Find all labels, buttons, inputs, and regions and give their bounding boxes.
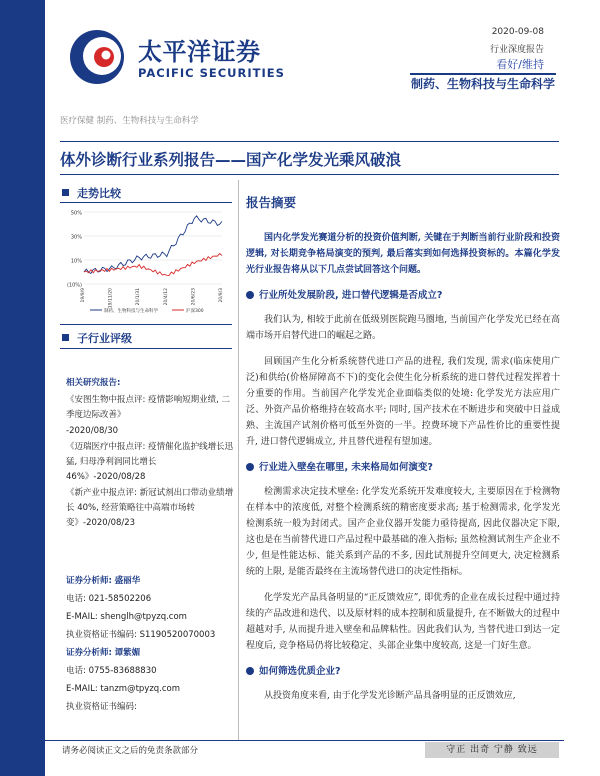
section-2-title: 行业进入壁垒在哪里, 未来格局如何演变?: [246, 460, 560, 476]
related-item[interactable]: 《安图生物中报点评: 疫情影响短期业绩, 二季度边际改善》: [66, 395, 230, 420]
analyst-1-name: 盛丽华: [114, 576, 141, 586]
logo-cn: 太平洋证券: [138, 38, 261, 66]
footer-motto: 守正 出奇 宁静 致远: [425, 742, 559, 758]
report-type: 行业深度报告: [489, 45, 544, 55]
y-tick-label: (10%): [66, 282, 82, 289]
section-2-para-2: 化学发光产品具备明显的“正反馈效应”, 即优秀的企业在成长过程中通过持续的产品改进和迭代、以及原材料的成本控制和质量提升, 在不断做大的过程中超越对手, 从而提升进入壁垒和品牌粘性。因此我们认为, 当替代进口到达一定程度后, 竞争格局仍将比较稳定、头部企业集中度较高, 这是一门好生意。: [246, 593, 560, 651]
trend-rule: [60, 202, 232, 203]
analyst-1-label: 证券分析师: 盛丽华: [66, 576, 141, 586]
chart-bottom-rule: [60, 324, 232, 325]
square-bullet-icon: [62, 189, 69, 196]
section-1-para-1: 我们认为, 相较于此前在低级别医院跑马圈地, 当前国产化学发光已经在高端市场开启替代进口的崛起之路。: [246, 315, 560, 341]
x-tick-label: 20/4/12: [163, 288, 169, 306]
section-3-title: 如何筛选优质企业?: [246, 664, 560, 680]
related-reports: [66, 376, 234, 532]
report-date: 2020-09-08: [491, 27, 544, 37]
trend-heading: 走势比较: [62, 185, 121, 201]
abstract-body: [246, 230, 560, 714]
bullet-icon: [246, 463, 254, 471]
logo-emblem-icon: [66, 26, 132, 88]
sidebar: [0, 0, 45, 776]
y-tick-label: 30%: [70, 234, 82, 241]
analyst-2-email[interactable]: E-MAIL: tanzm@tpyzq.com: [66, 684, 181, 694]
industry-name: 制药、生物科技与生命科学: [410, 77, 555, 91]
analyst-2-phone: 电话: 0755-83688830: [66, 666, 157, 676]
rating: 看好/维持: [496, 58, 544, 71]
abstract-intro: 国内化学发光赛道分析的投资价值判断, 关键在于判断当前行业阶段和投资逻辑, 对长期竞争格局演变的预判, 最后落实到如何选择投资标的。本篇化学发光行业报告将从以下几点尝试回答这个问题。: [246, 233, 560, 275]
analyst-1: [66, 572, 238, 644]
analyst-2-name: 谭紫媚: [114, 648, 141, 658]
related-item-date: -2020/08/30: [66, 426, 119, 436]
related-heading: 相关研究报告:: [66, 378, 121, 388]
analyst-2-cert: 执业资格证书编码:: [66, 702, 137, 712]
title-top-rule: [60, 141, 559, 142]
analyst-1-phone: 电话: 021-58502206: [66, 594, 152, 604]
breadcrumb: 医疗保健 制药、生物科技与生命科学: [60, 116, 199, 126]
section-1-title: 行业所处发展阶段, 进口替代逻辑是否成立?: [246, 288, 560, 304]
bullet-icon: [246, 667, 254, 675]
related-item[interactable]: 《迈瑞医疗中报点评: 疫情催化监护线增长迅猛, 归母净利润同比增长 46%》-2020/08/28: [66, 442, 234, 482]
section-1-para-2: 回顾国产生化分析系统替代进口产品的进程, 我们发现, 需求(临床使用广泛)和供给(价格屏障高不下)的变化会使生化分析系统的进口替代过程发挥着十分重要的作用。当前国产化学发光企业面临类似的处境: 化学发光方法应用广泛、外资产品价格维持在较高水平; 同时, 国产技术在不断进步和突破中日益成熟、主流国产试剂价格可低至外资的一半。控费环境下产品性价比的重要性提升, 进口替代逻辑成立, 并且替代进程有望加速。: [246, 357, 560, 447]
abstract-heading: 报告摘要: [246, 195, 297, 210]
rating-divider: [410, 73, 556, 75]
subrating-rule: [60, 348, 232, 349]
analyst-2: [66, 644, 238, 716]
x-tick-label: 20/6/23: [191, 288, 197, 306]
bullet-icon: [246, 291, 254, 299]
subrating-heading: 子行业评级: [62, 330, 132, 346]
analyst-2-label: 证券分析师: 谭紫媚: [66, 648, 141, 658]
square-bullet-icon: [62, 334, 69, 341]
column-divider: [238, 180, 239, 740]
x-tick-label: 19/9/9: [81, 288, 86, 303]
y-tick-label: 50%: [70, 210, 82, 217]
footer-rule: [45, 740, 564, 741]
series-line: [84, 216, 222, 274]
company-logo: [66, 26, 285, 86]
trend-chart: [60, 206, 230, 321]
logo-en: PACIFIC SECURITIES: [138, 66, 285, 80]
x-tick-label: 19/11/20: [108, 288, 114, 309]
legend-label: 沪深300: [186, 309, 204, 314]
footer-disclaimer[interactable]: 请务必阅读正文之后的免责条款部分: [62, 746, 199, 756]
y-tick-label: 10%: [70, 258, 82, 265]
related-item[interactable]: 《新产业中报点评: 新冠试剂出口带动业绩增长 40%, 经营策略往中高端市场转变》-2020/08/23: [66, 488, 234, 528]
title-bottom-rule: [60, 174, 559, 175]
x-tick-label: 20/9/3: [219, 288, 224, 303]
analyst-1-email[interactable]: E-MAIL: shenglh@tpyzq.com: [66, 612, 187, 622]
section-3-para-1: 从投资角度来看, 由于化学发光诊断产品具备明显的正反馈效应,: [264, 691, 516, 701]
x-tick-label: 20/1/31: [136, 288, 142, 306]
trend-chart-svg: [60, 206, 230, 321]
series-line: [84, 253, 222, 275]
legend-label: 制药、生物科技与生命科学: [104, 309, 158, 314]
page-title: 体外诊断行业系列报告——国产化学发光乘风破浪: [60, 151, 402, 169]
analyst-1-cert: 执业资格证书编码: S1190520070003: [66, 630, 216, 640]
section-2-para-1: 检测需求决定技术壁垒: 化学发光系统开发难度较大, 主要原因在于检测物在样本中的浓度低, 对整个检测系统的精密度要求高; 基于检测需求, 化学发光检测系统一般为封闭式。国产企业仪器开发能力亟待提高, 因此仪器决定下限, 这也是在当前替代进口产品过程中最基础的准入指标; 虽然检测试剂生产企业不少, 但是性能达标、能关系到产品的不多, 因此试剂提升空间更大, 决定检测系统的上限, 是能否最终在主流场替代进口的决定性指标。: [246, 487, 560, 577]
